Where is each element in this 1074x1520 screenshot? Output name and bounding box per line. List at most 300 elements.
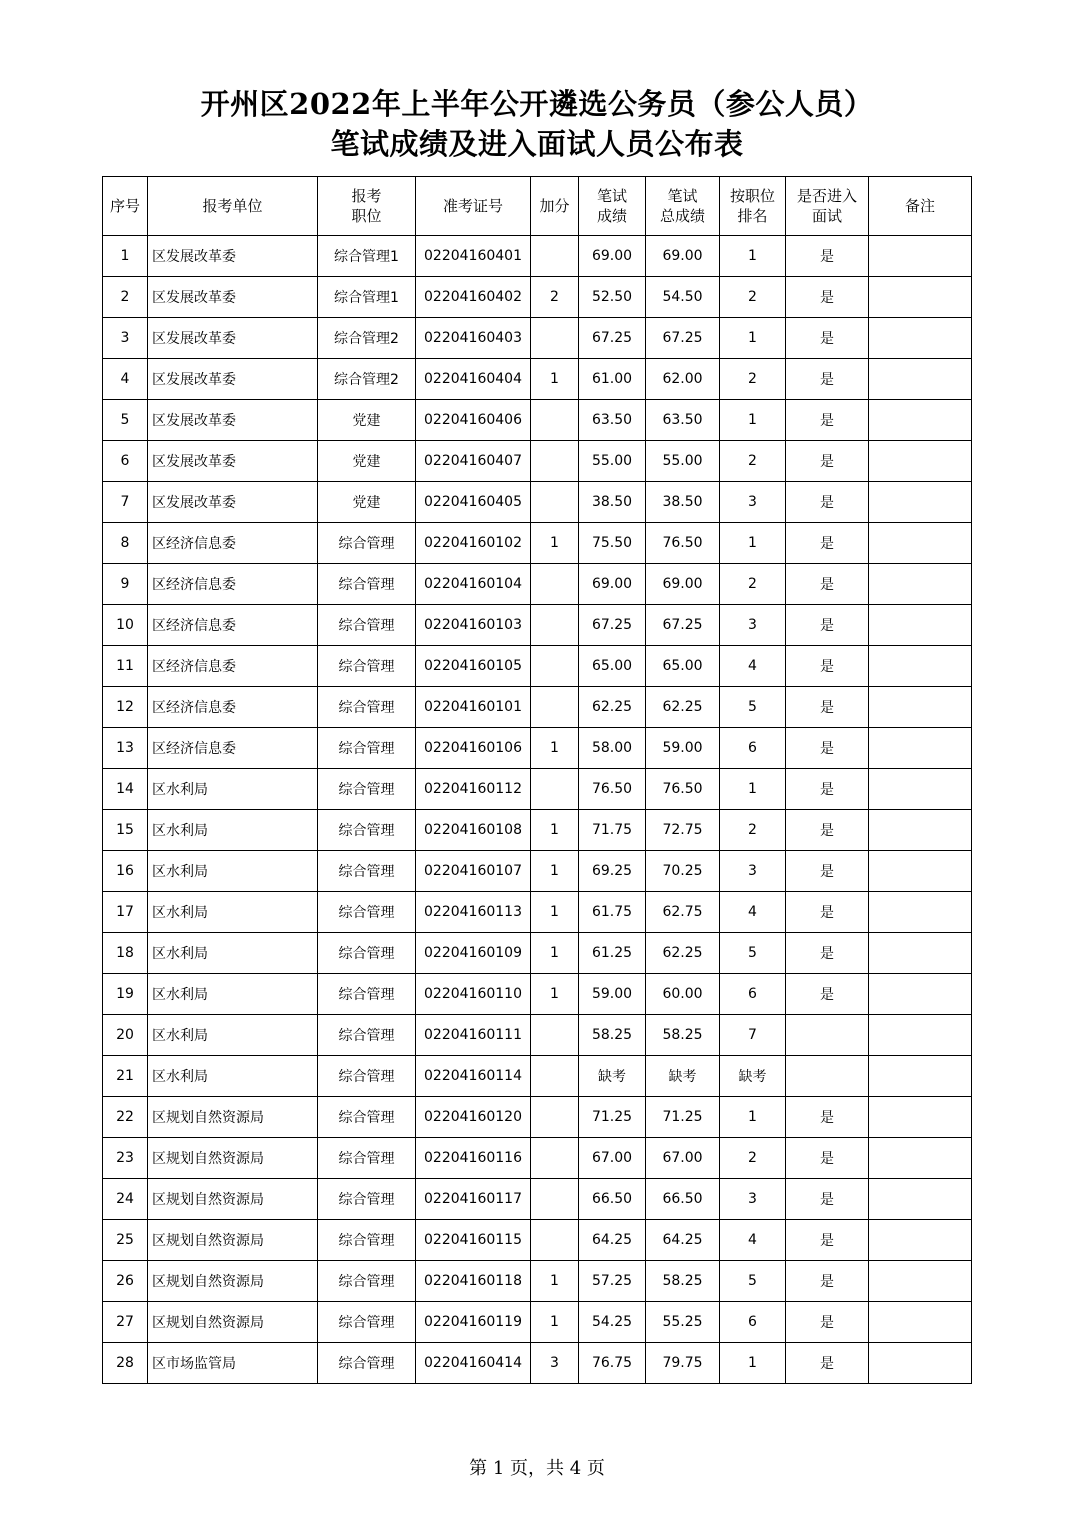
cell-remark: [869, 1179, 972, 1220]
table-row: [103, 1138, 972, 1179]
header-written-score: 笔试 成绩: [579, 177, 646, 236]
cell-interview: 是: [786, 1343, 869, 1384]
cell-rank: 2: [720, 564, 786, 605]
cell-total-score: 59.00: [646, 728, 720, 769]
cell-position: 综合管理2: [318, 359, 416, 400]
cell-rank: 5: [720, 1261, 786, 1302]
table-row: [103, 810, 972, 851]
page-subtitle: 笔试成绩及进入面试人员公布表: [330, 127, 744, 161]
cell-exam-id: 02204160120: [416, 1097, 531, 1138]
cell-written-score: 66.50: [579, 1179, 646, 1220]
cell-total-score: 55.00: [646, 441, 720, 482]
cell-total-score: 69.00: [646, 564, 720, 605]
cell-remark: [869, 646, 972, 687]
cell-unit: 区经济信息委: [148, 523, 318, 564]
cell-serial: 20: [103, 1015, 148, 1056]
cell-unit: 区水利局: [148, 1015, 318, 1056]
cell-position: 党建: [318, 400, 416, 441]
cell-serial: 15: [103, 810, 148, 851]
cell-serial: 18: [103, 933, 148, 974]
cell-position: 综合管理: [318, 687, 416, 728]
header-serial: 序号: [103, 177, 148, 236]
cell-written-score: 61.00: [579, 359, 646, 400]
page-footer: 第 1 页，共 4 页: [469, 1458, 605, 1479]
cell-total-score: 65.00: [646, 646, 720, 687]
cell-rank: 6: [720, 1302, 786, 1343]
cell-rank: 6: [720, 728, 786, 769]
results-table: [102, 176, 972, 1384]
cell-unit: 区规划自然资源局: [148, 1302, 318, 1343]
cell-rank: 1: [720, 523, 786, 564]
cell-unit: 区水利局: [148, 1056, 318, 1097]
cell-exam-id: 02204160118: [416, 1261, 531, 1302]
cell-remark: [869, 359, 972, 400]
cell-remark: [869, 1261, 972, 1302]
cell-exam-id: 02204160103: [416, 605, 531, 646]
cell-bonus: [531, 482, 579, 523]
cell-written-score: 57.25: [579, 1261, 646, 1302]
cell-rank: 4: [720, 892, 786, 933]
cell-serial: 21: [103, 1056, 148, 1097]
cell-unit: 区规划自然资源局: [148, 1261, 318, 1302]
header-position: 报考 职位: [318, 177, 416, 236]
table-row: [103, 1220, 972, 1261]
cell-total-score: 64.25: [646, 1220, 720, 1261]
cell-written-score: 67.25: [579, 605, 646, 646]
cell-total-score: 67.25: [646, 318, 720, 359]
cell-written-score: 76.50: [579, 769, 646, 810]
cell-interview: 是: [786, 769, 869, 810]
cell-rank: 4: [720, 646, 786, 687]
cell-rank: 1: [720, 769, 786, 810]
cell-rank: 1: [720, 400, 786, 441]
table-row: [103, 892, 972, 933]
cell-unit: 区经济信息委: [148, 605, 318, 646]
cell-remark: [869, 1220, 972, 1261]
cell-exam-id: 02204160119: [416, 1302, 531, 1343]
cell-written-score: 69.00: [579, 564, 646, 605]
cell-rank: 3: [720, 1179, 786, 1220]
table-row: [103, 1261, 972, 1302]
header-bonus: 加分: [531, 177, 579, 236]
cell-remark: [869, 523, 972, 564]
cell-remark: [869, 1138, 972, 1179]
cell-rank: 3: [720, 605, 786, 646]
cell-interview: 是: [786, 810, 869, 851]
cell-exam-id: 02204160102: [416, 523, 531, 564]
cell-serial: 19: [103, 974, 148, 1015]
cell-unit: 区规划自然资源局: [148, 1138, 318, 1179]
cell-unit: 区规划自然资源局: [148, 1097, 318, 1138]
cell-unit: 区市场监管局: [148, 1343, 318, 1384]
table-row: [103, 687, 972, 728]
cell-total-score: 62.75: [646, 892, 720, 933]
cell-written-score: 67.25: [579, 318, 646, 359]
cell-serial: 14: [103, 769, 148, 810]
header-unit: 报考单位: [148, 177, 318, 236]
cell-remark: [869, 851, 972, 892]
cell-rank: 1: [720, 1097, 786, 1138]
cell-interview: 是: [786, 1261, 869, 1302]
table-row: [103, 523, 972, 564]
cell-bonus: [531, 769, 579, 810]
table-row: [103, 974, 972, 1015]
cell-written-score: 63.50: [579, 400, 646, 441]
cell-rank: 2: [720, 359, 786, 400]
cell-exam-id: 02204160117: [416, 1179, 531, 1220]
cell-total-score: 58.25: [646, 1261, 720, 1302]
cell-written-score: 76.75: [579, 1343, 646, 1384]
table-row: [103, 359, 972, 400]
cell-interview: 是: [786, 892, 869, 933]
cell-exam-id: 02204160116: [416, 1138, 531, 1179]
cell-total-score: 69.00: [646, 236, 720, 277]
cell-remark: [869, 728, 972, 769]
cell-exam-id: 02204160107: [416, 851, 531, 892]
cell-remark: [869, 441, 972, 482]
cell-written-score: 58.00: [579, 728, 646, 769]
cell-position: 综合管理: [318, 605, 416, 646]
cell-remark: [869, 1343, 972, 1384]
table-row: [103, 728, 972, 769]
cell-bonus: [531, 400, 579, 441]
cell-bonus: 1: [531, 728, 579, 769]
cell-exam-id: 02204160105: [416, 646, 531, 687]
cell-remark: [869, 564, 972, 605]
cell-interview: 是: [786, 646, 869, 687]
cell-rank: 3: [720, 482, 786, 523]
cell-unit: 区规划自然资源局: [148, 1179, 318, 1220]
cell-written-score: 38.50: [579, 482, 646, 523]
cell-remark: [869, 1056, 972, 1097]
cell-rank: 5: [720, 933, 786, 974]
cell-bonus: 1: [531, 851, 579, 892]
cell-bonus: [531, 1097, 579, 1138]
cell-serial: 9: [103, 564, 148, 605]
cell-bonus: 1: [531, 1261, 579, 1302]
cell-interview: 是: [786, 441, 869, 482]
cell-bonus: [531, 236, 579, 277]
cell-exam-id: 02204160405: [416, 482, 531, 523]
cell-interview: 是: [786, 933, 869, 974]
cell-written-score: 61.25: [579, 933, 646, 974]
table-row: [103, 1343, 972, 1384]
cell-exam-id: 02204160106: [416, 728, 531, 769]
cell-position: 综合管理: [318, 1138, 416, 1179]
table-row: [103, 769, 972, 810]
cell-written-score: 69.00: [579, 236, 646, 277]
cell-bonus: 1: [531, 523, 579, 564]
header-exam-id: 准考证号: [416, 177, 531, 236]
cell-remark: [869, 236, 972, 277]
cell-interview: 是: [786, 359, 869, 400]
cell-position: 综合管理: [318, 1179, 416, 1220]
cell-rank: 4: [720, 1220, 786, 1261]
table-row: [103, 1302, 972, 1343]
table-row: [103, 1179, 972, 1220]
cell-serial: 1: [103, 236, 148, 277]
header-total-score: 笔试 总成绩: [646, 177, 720, 236]
cell-bonus: [531, 646, 579, 687]
cell-serial: 16: [103, 851, 148, 892]
cell-position: 综合管理: [318, 564, 416, 605]
table-row: [103, 605, 972, 646]
cell-serial: 27: [103, 1302, 148, 1343]
cell-bonus: [531, 318, 579, 359]
cell-unit: 区发展改革委: [148, 400, 318, 441]
cell-unit: 区经济信息委: [148, 728, 318, 769]
cell-position: 综合管理: [318, 728, 416, 769]
cell-rank: 2: [720, 810, 786, 851]
cell-bonus: [531, 441, 579, 482]
cell-total-score: 76.50: [646, 769, 720, 810]
cell-bonus: 1: [531, 892, 579, 933]
cell-interview: 是: [786, 1138, 869, 1179]
cell-total-score: 70.25: [646, 851, 720, 892]
cell-total-score: 60.00: [646, 974, 720, 1015]
cell-serial: 6: [103, 441, 148, 482]
table-row: [103, 564, 972, 605]
cell-serial: 4: [103, 359, 148, 400]
cell-exam-id: 02204160104: [416, 564, 531, 605]
cell-position: 综合管理: [318, 1343, 416, 1384]
cell-exam-id: 02204160111: [416, 1015, 531, 1056]
cell-total-score: 缺考: [646, 1056, 720, 1097]
table-row: [103, 1015, 972, 1056]
cell-interview: 是: [786, 1179, 869, 1220]
cell-exam-id: 02204160406: [416, 400, 531, 441]
cell-position: 综合管理1: [318, 277, 416, 318]
cell-serial: 22: [103, 1097, 148, 1138]
cell-unit: 区发展改革委: [148, 482, 318, 523]
cell-rank: 2: [720, 1138, 786, 1179]
cell-written-score: 75.50: [579, 523, 646, 564]
cell-bonus: 1: [531, 974, 579, 1015]
cell-bonus: 1: [531, 933, 579, 974]
cell-rank: 2: [720, 441, 786, 482]
cell-rank: 5: [720, 687, 786, 728]
table-row: [103, 400, 972, 441]
cell-written-score: 67.00: [579, 1138, 646, 1179]
cell-exam-id: 02204160403: [416, 318, 531, 359]
cell-exam-id: 02204160402: [416, 277, 531, 318]
cell-bonus: 1: [531, 810, 579, 851]
cell-written-score: 55.00: [579, 441, 646, 482]
cell-bonus: [531, 564, 579, 605]
cell-remark: [869, 318, 972, 359]
cell-interview: 是: [786, 400, 869, 441]
cell-serial: 23: [103, 1138, 148, 1179]
cell-unit: 区规划自然资源局: [148, 1220, 318, 1261]
cell-serial: 24: [103, 1179, 148, 1220]
cell-remark: [869, 810, 972, 851]
cell-interview: 是: [786, 728, 869, 769]
cell-interview: 是: [786, 482, 869, 523]
cell-bonus: [531, 605, 579, 646]
cell-interview: 是: [786, 605, 869, 646]
table-row: [103, 1056, 972, 1097]
cell-total-score: 67.25: [646, 605, 720, 646]
header-remark: 备注: [869, 177, 972, 236]
cell-position: 综合管理: [318, 523, 416, 564]
cell-bonus: [531, 687, 579, 728]
cell-serial: 11: [103, 646, 148, 687]
cell-written-score: 缺考: [579, 1056, 646, 1097]
cell-total-score: 55.25: [646, 1302, 720, 1343]
cell-unit: 区发展改革委: [148, 236, 318, 277]
cell-written-score: 65.00: [579, 646, 646, 687]
cell-remark: [869, 933, 972, 974]
cell-exam-id: 02204160113: [416, 892, 531, 933]
cell-position: 综合管理: [318, 851, 416, 892]
cell-remark: [869, 605, 972, 646]
cell-serial: 25: [103, 1220, 148, 1261]
cell-bonus: 2: [531, 277, 579, 318]
cell-bonus: 1: [531, 1302, 579, 1343]
table-row: [103, 441, 972, 482]
cell-exam-id: 02204160401: [416, 236, 531, 277]
cell-rank: 缺考: [720, 1056, 786, 1097]
cell-remark: [869, 482, 972, 523]
cell-interview: 是: [786, 318, 869, 359]
table-row: [103, 482, 972, 523]
header-rank: 按职位 排名: [720, 177, 786, 236]
cell-serial: 10: [103, 605, 148, 646]
header-interview: 是否进入 面试: [786, 177, 869, 236]
cell-interview: 是: [786, 277, 869, 318]
cell-remark: [869, 687, 972, 728]
cell-rank: 7: [720, 1015, 786, 1056]
cell-position: 综合管理: [318, 892, 416, 933]
table-row: [103, 933, 972, 974]
cell-position: 综合管理: [318, 1302, 416, 1343]
cell-position: 党建: [318, 482, 416, 523]
cell-written-score: 58.25: [579, 1015, 646, 1056]
cell-total-score: 58.25: [646, 1015, 720, 1056]
cell-total-score: 66.50: [646, 1179, 720, 1220]
cell-total-score: 38.50: [646, 482, 720, 523]
cell-serial: 26: [103, 1261, 148, 1302]
table-row: [103, 646, 972, 687]
cell-exam-id: 02204160115: [416, 1220, 531, 1261]
cell-unit: 区经济信息委: [148, 687, 318, 728]
page-title: 开州区2022年上半年公开遴选公务员（参公人员）: [200, 87, 874, 121]
cell-serial: 17: [103, 892, 148, 933]
cell-unit: 区经济信息委: [148, 646, 318, 687]
cell-exam-id: 02204160112: [416, 769, 531, 810]
cell-bonus: [531, 1056, 579, 1097]
table-row: [103, 236, 972, 277]
cell-position: 综合管理: [318, 646, 416, 687]
cell-remark: [869, 1302, 972, 1343]
cell-unit: 区发展改革委: [148, 277, 318, 318]
cell-bonus: [531, 1220, 579, 1261]
cell-serial: 5: [103, 400, 148, 441]
cell-remark: [869, 974, 972, 1015]
cell-interview: [786, 1015, 869, 1056]
cell-serial: 12: [103, 687, 148, 728]
cell-written-score: 61.75: [579, 892, 646, 933]
cell-serial: 8: [103, 523, 148, 564]
cell-written-score: 59.00: [579, 974, 646, 1015]
cell-total-score: 62.25: [646, 687, 720, 728]
cell-total-score: 62.00: [646, 359, 720, 400]
cell-unit: 区水利局: [148, 810, 318, 851]
table-row: [103, 318, 972, 359]
cell-position: 综合管理: [318, 974, 416, 1015]
cell-written-score: 64.25: [579, 1220, 646, 1261]
cell-remark: [869, 1015, 972, 1056]
table-row: [103, 1097, 972, 1138]
cell-interview: [786, 1056, 869, 1097]
cell-interview: 是: [786, 1302, 869, 1343]
cell-unit: 区发展改革委: [148, 441, 318, 482]
cell-position: 综合管理: [318, 1056, 416, 1097]
cell-total-score: 67.00: [646, 1138, 720, 1179]
cell-interview: 是: [786, 523, 869, 564]
cell-total-score: 71.25: [646, 1097, 720, 1138]
cell-interview: 是: [786, 1097, 869, 1138]
cell-unit: 区水利局: [148, 892, 318, 933]
cell-unit: 区水利局: [148, 974, 318, 1015]
cell-unit: 区水利局: [148, 851, 318, 892]
cell-total-score: 63.50: [646, 400, 720, 441]
cell-unit: 区水利局: [148, 933, 318, 974]
cell-unit: 区发展改革委: [148, 359, 318, 400]
cell-remark: [869, 1097, 972, 1138]
cell-remark: [869, 400, 972, 441]
cell-written-score: 54.25: [579, 1302, 646, 1343]
cell-written-score: 69.25: [579, 851, 646, 892]
cell-interview: 是: [786, 974, 869, 1015]
cell-rank: 3: [720, 851, 786, 892]
table-row: [103, 851, 972, 892]
cell-remark: [869, 892, 972, 933]
cell-rank: 1: [720, 1343, 786, 1384]
cell-position: 综合管理: [318, 810, 416, 851]
cell-total-score: 76.50: [646, 523, 720, 564]
cell-bonus: [531, 1015, 579, 1056]
cell-bonus: [531, 1179, 579, 1220]
cell-exam-id: 02204160110: [416, 974, 531, 1015]
cell-position: 综合管理2: [318, 318, 416, 359]
cell-position: 综合管理: [318, 1097, 416, 1138]
cell-exam-id: 02204160414: [416, 1343, 531, 1384]
cell-position: 综合管理: [318, 1015, 416, 1056]
cell-rank: 2: [720, 277, 786, 318]
cell-rank: 6: [720, 974, 786, 1015]
cell-unit: 区经济信息委: [148, 564, 318, 605]
cell-interview: 是: [786, 851, 869, 892]
cell-written-score: 71.25: [579, 1097, 646, 1138]
cell-written-score: 71.75: [579, 810, 646, 851]
cell-position: 综合管理: [318, 1220, 416, 1261]
cell-exam-id: 02204160101: [416, 687, 531, 728]
cell-interview: 是: [786, 687, 869, 728]
cell-unit: 区水利局: [148, 769, 318, 810]
cell-position: 综合管理: [318, 933, 416, 974]
cell-serial: 7: [103, 482, 148, 523]
cell-written-score: 52.50: [579, 277, 646, 318]
cell-position: 综合管理1: [318, 236, 416, 277]
table-row: [103, 277, 972, 318]
cell-bonus: 1: [531, 359, 579, 400]
cell-exam-id: 02204160108: [416, 810, 531, 851]
cell-position: 党建: [318, 441, 416, 482]
cell-written-score: 62.25: [579, 687, 646, 728]
cell-rank: 1: [720, 318, 786, 359]
cell-remark: [869, 769, 972, 810]
